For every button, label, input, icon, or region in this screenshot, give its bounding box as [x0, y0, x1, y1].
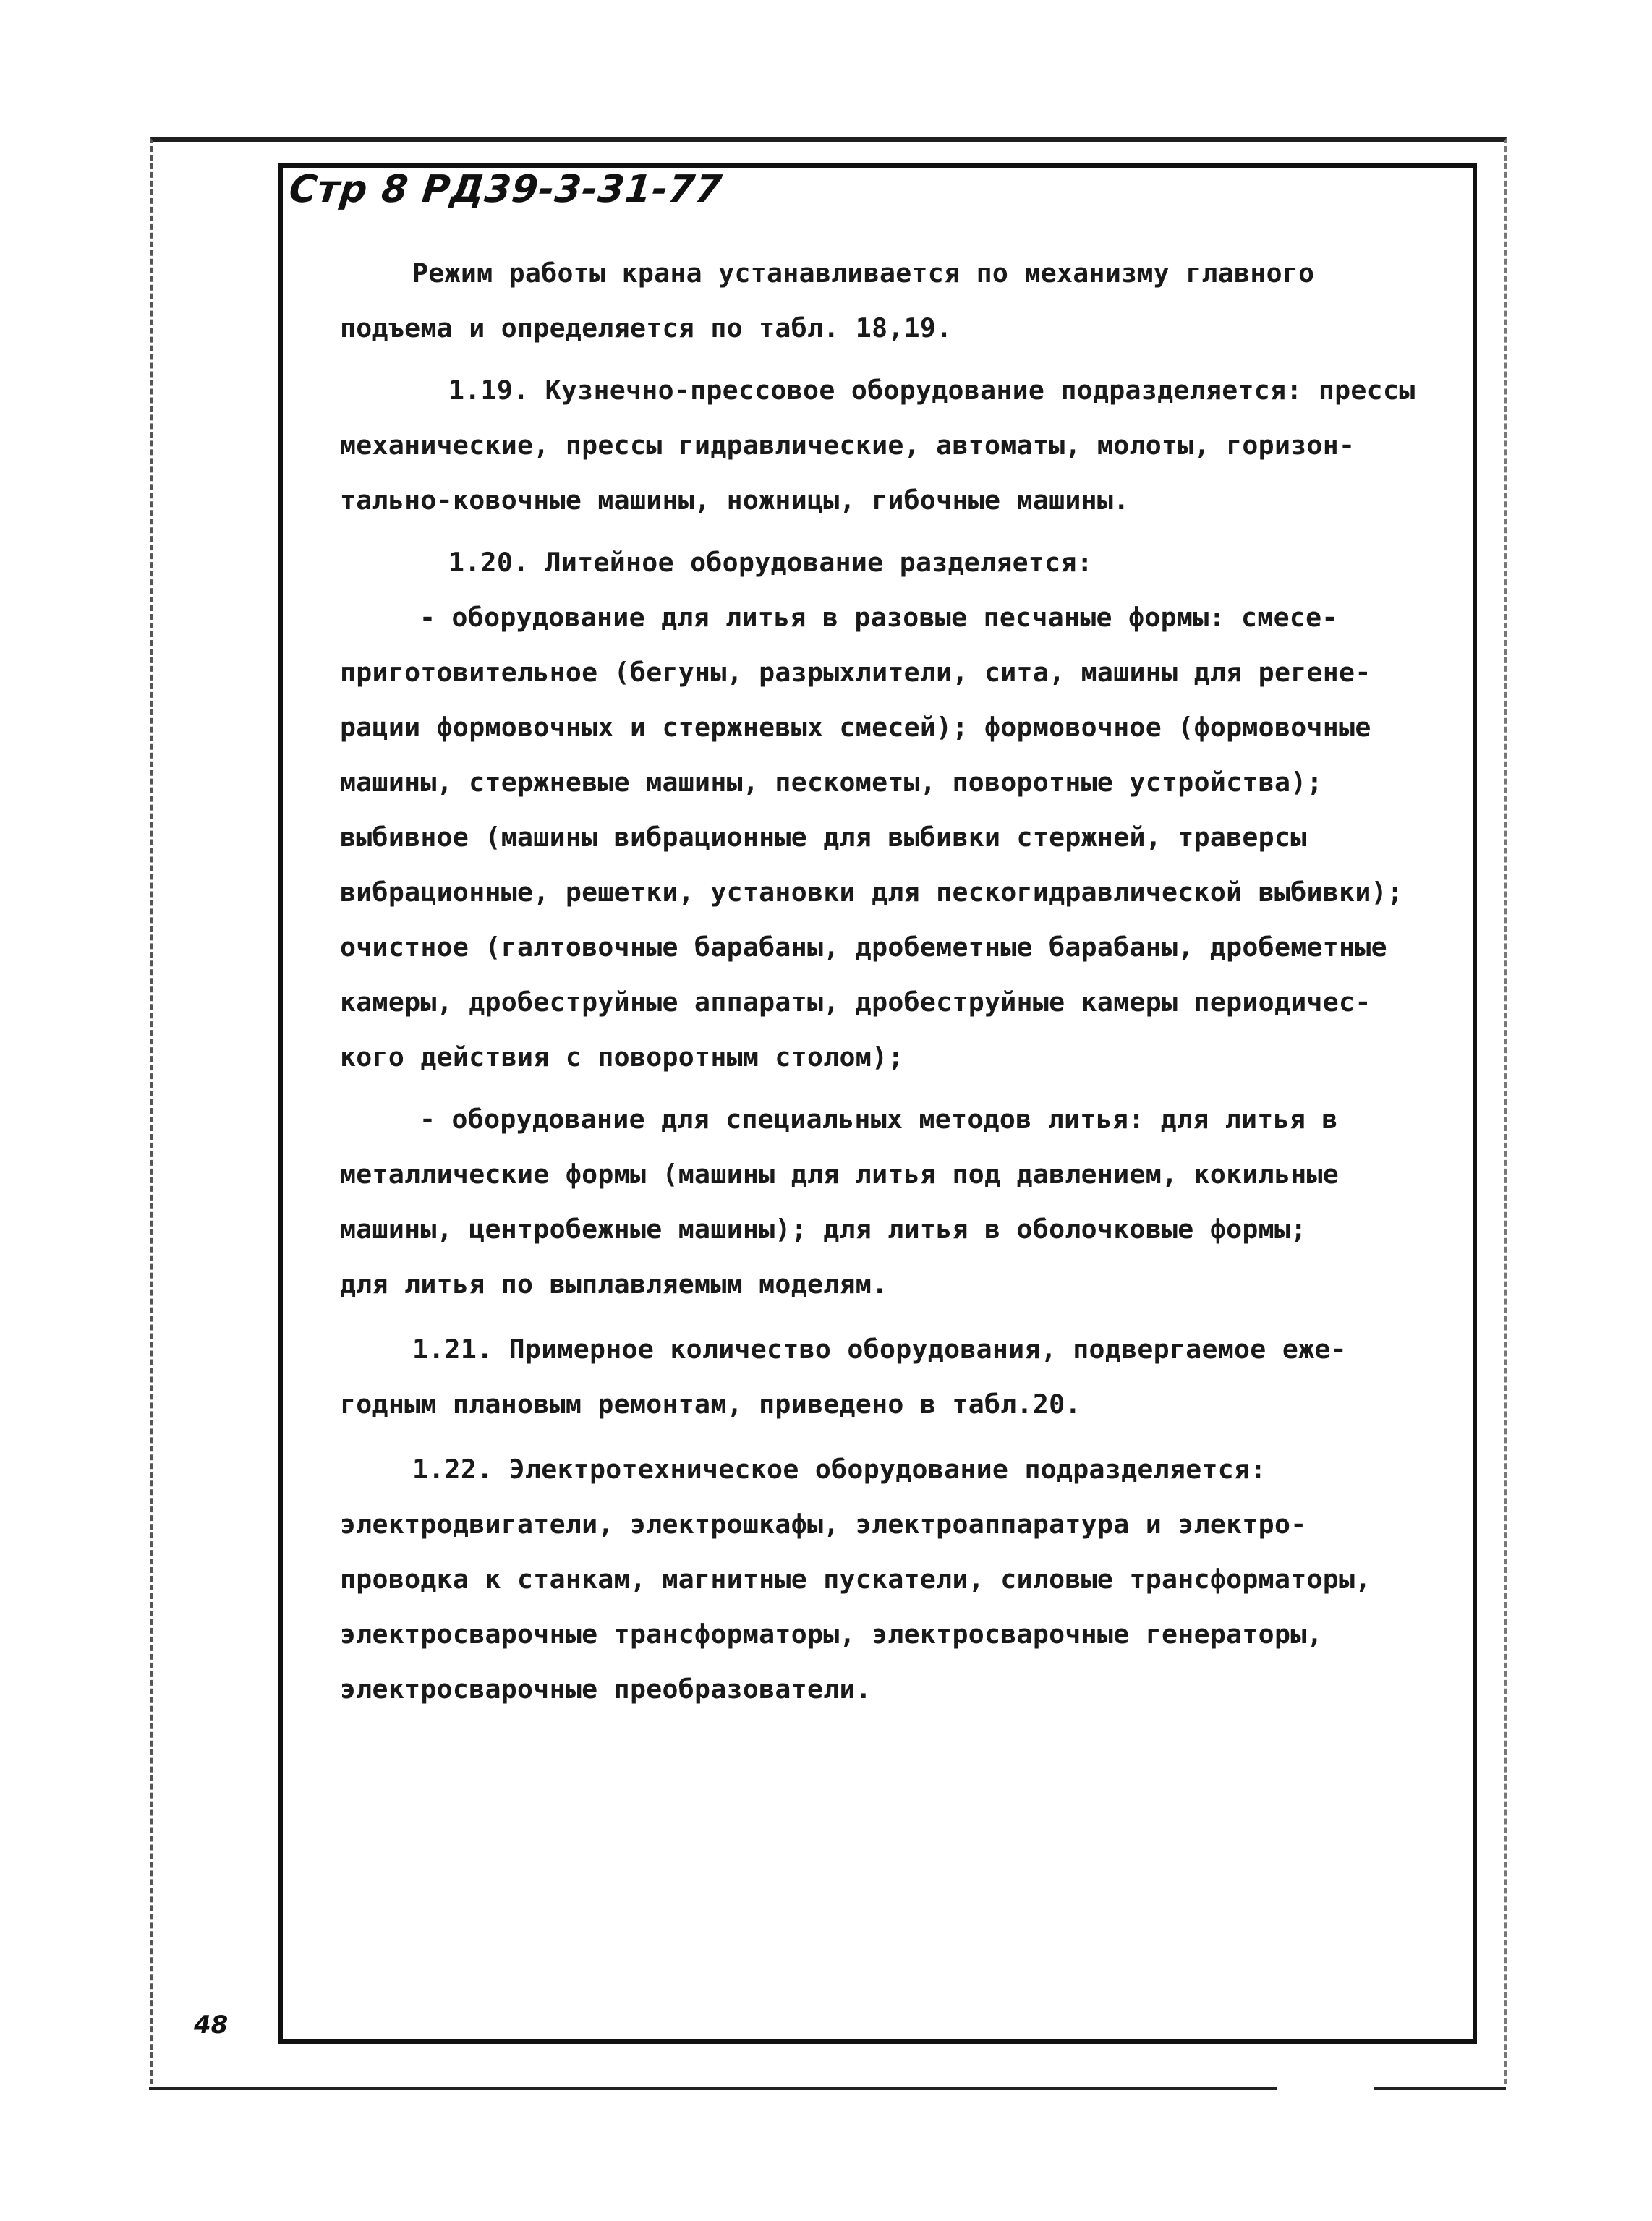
text-line: камеры, дробеструйные аппараты, дробеструйные камеры периодичес-	[340, 986, 1371, 1018]
text-line: очистное (галтовочные барабаны, дробеметные барабаны, дробеметные	[340, 932, 1387, 963]
document-body	[340, 246, 1468, 1717]
text-line: 1.22. Электротехническое оборудование подразделяется:	[412, 1454, 1266, 1485]
text-line: металлические формы (машины для литья под давлением, кокильные	[340, 1159, 1340, 1190]
text-line: 1.19. Кузнечно-прессовое оборудование подразделяется: прессы	[448, 375, 1415, 406]
margin-page-number: 48	[194, 2011, 229, 2039]
text-line: электросварочные трансформаторы, электросварочные генераторы,	[340, 1619, 1323, 1650]
bottom-rule-right	[1374, 2087, 1506, 2090]
text-line: - оборудование для литья в разовые песчаные формы: смесе-	[420, 602, 1338, 633]
text-line: для литья по выплавляемым моделям.	[340, 1269, 888, 1300]
text-line: Режим работы крана устанавливается по механизму главного	[412, 257, 1315, 289]
text-line: кого действия с поворотным столом);	[340, 1041, 904, 1073]
page-mark: Стр 8 РД39-3-31-77	[286, 168, 725, 211]
text-line: рации формовочных и стержневых смесей); формовочное (формовочные	[340, 712, 1371, 743]
bottom-rule-left	[149, 2087, 1277, 2090]
text-line: приготовительное (бегуны, разрыхлители, сита, машины для регене-	[340, 657, 1371, 688]
text-line: выбивное (машины вибрационные для выбивки стержней, траверсы	[340, 822, 1307, 853]
text-line: машины, стержневые машины, пескометы, поворотные устройства);	[340, 767, 1323, 798]
text-line: - оборудование для специальных методов литья: для литья в	[420, 1104, 1338, 1135]
text-line: машины, центробежные машины); для литья в оболочковые формы;	[340, 1214, 1307, 1245]
text-line: механические, прессы гидравлические, автоматы, молоты, горизон-	[340, 430, 1355, 461]
text-line: электродвигатели, электрошкафы, электроаппаратура и электро-	[340, 1509, 1307, 1540]
text-line: проводка к станкам, магнитные пускатели, силовые трансформаторы,	[340, 1564, 1371, 1595]
text-line: подъема и определяется по табл. 18,19.	[340, 312, 953, 344]
text-line: вибрационные, решетки, установки для пескогидравлической выбивки);	[340, 877, 1404, 908]
text-line: 1.21. Примерное количество оборудования, подвергаемое еже-	[412, 1334, 1347, 1365]
text-line: электросварочные преобразователи.	[340, 1674, 872, 1705]
text-line: 1.20. Литейное оборудование разделяется:	[448, 547, 1093, 578]
text-line: тально-ковочные машины, ножницы, гибочные машины.	[340, 485, 1130, 516]
text-line: годным плановым ремонтам, приведено в табл.20.	[340, 1389, 1081, 1420]
